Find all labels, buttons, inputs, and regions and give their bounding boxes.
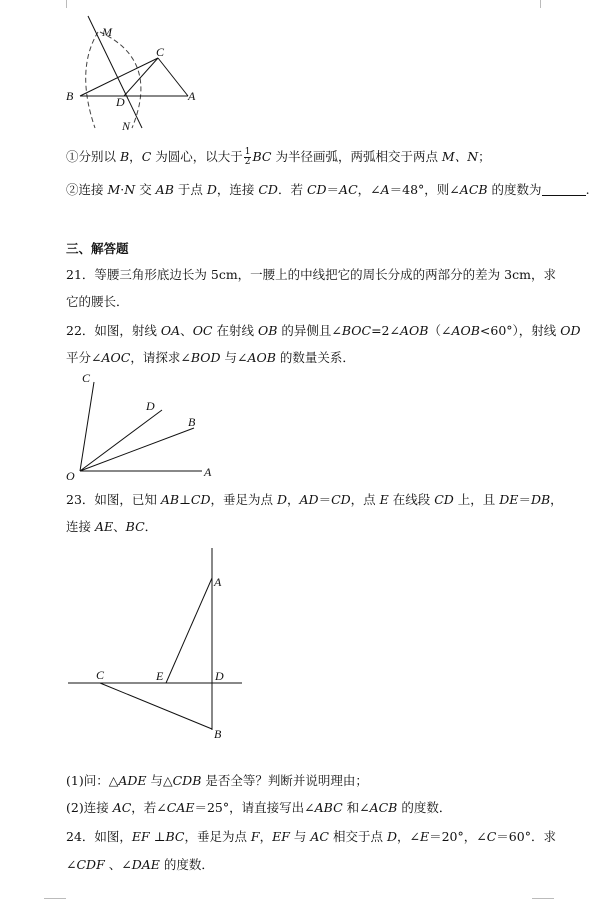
arc-from-b xyxy=(86,32,98,128)
label-e: E xyxy=(156,669,164,683)
label-o: O xyxy=(66,469,75,483)
segment-ca xyxy=(158,58,188,96)
segment-cb xyxy=(100,683,212,729)
q22-line1: 22．如图，射线 OA、OC 在射线 OB 的异侧且∠BOC=2∠AOB（∠AOB<60°），射线 OD xyxy=(66,323,581,338)
segment-ae xyxy=(166,578,212,683)
q21-line1: 21．等腰三角形底边长为 5cm，一腰上的中线把它的周长分成的两部分的差为 3cm，求 xyxy=(66,267,556,282)
q23-line2: 连接 AE、BC． xyxy=(66,519,158,534)
label-c: C xyxy=(82,371,91,385)
label-b: B xyxy=(188,415,196,429)
label-m: M xyxy=(102,25,112,39)
q21-line2: 它的腰长． xyxy=(66,294,129,309)
q20-step2: ②连接 M·N 交 AB 于点 D，连接 CD．若 CD＝AC，∠A＝48°，则∠ACB 的度数为 . xyxy=(66,182,590,197)
answer-blank[interactable] xyxy=(542,183,586,196)
label-a: A xyxy=(188,89,196,103)
label-b: B xyxy=(214,727,222,741)
q22-line2: 平分∠AOC，请探求∠BOD 与∠AOB 的数量关系． xyxy=(66,350,355,365)
q23-part2: (2)连接 AC，若∠CAE＝25°，请直接写出∠ABC 和∠ACB 的度数． xyxy=(66,800,452,815)
ray-oc xyxy=(80,382,94,471)
label-n: N xyxy=(122,119,131,133)
q22-figure xyxy=(60,368,230,486)
corner-mark-bottom-left xyxy=(44,898,66,907)
label-c: C xyxy=(96,668,105,682)
section-title: 三、解答题 xyxy=(66,241,129,256)
line-mn xyxy=(88,16,142,128)
corner-mark-top-left xyxy=(52,0,67,8)
q23-part1: (1)问：△ADE 与△CDB 是否全等？判断并说明理由； xyxy=(66,773,368,788)
q20-step1: ①分别以 B，C 为圆心，以大于 $\frac{1}{2}$ BC 为半径画弧，两弧相交于两点 M、N； xyxy=(66,147,491,167)
label-d: D xyxy=(116,95,125,109)
ray-od xyxy=(80,410,162,471)
corner-mark-bottom-right xyxy=(532,898,554,907)
label-d: D xyxy=(215,669,224,683)
label-a: A xyxy=(214,575,222,589)
fraction-one-half: $\frac{1}{2}$ xyxy=(244,147,251,167)
q24-line2: ∠CDF 、∠DAE 的度数． xyxy=(66,857,214,872)
ray-ob xyxy=(80,428,194,471)
q23-line1: 23．如图，已知 AB⊥CD，垂足为点 D，AD＝CD，点 E 在线段 CD 上，且 DE＝DB， xyxy=(66,492,563,507)
label-c: C xyxy=(156,45,165,59)
q20-figure xyxy=(60,10,210,140)
q23-figure xyxy=(60,542,260,747)
segment-bc xyxy=(80,58,158,96)
corner-mark-top-right xyxy=(540,0,555,8)
label-d: D xyxy=(146,399,155,413)
label-b: B xyxy=(66,89,74,103)
q24-line1: 24．如图，EF ⊥BC，垂足为点 F，EF 与 AC 相交于点 D，∠E＝20°，∠C＝60°．求 xyxy=(66,829,556,844)
label-a: A xyxy=(204,465,212,479)
